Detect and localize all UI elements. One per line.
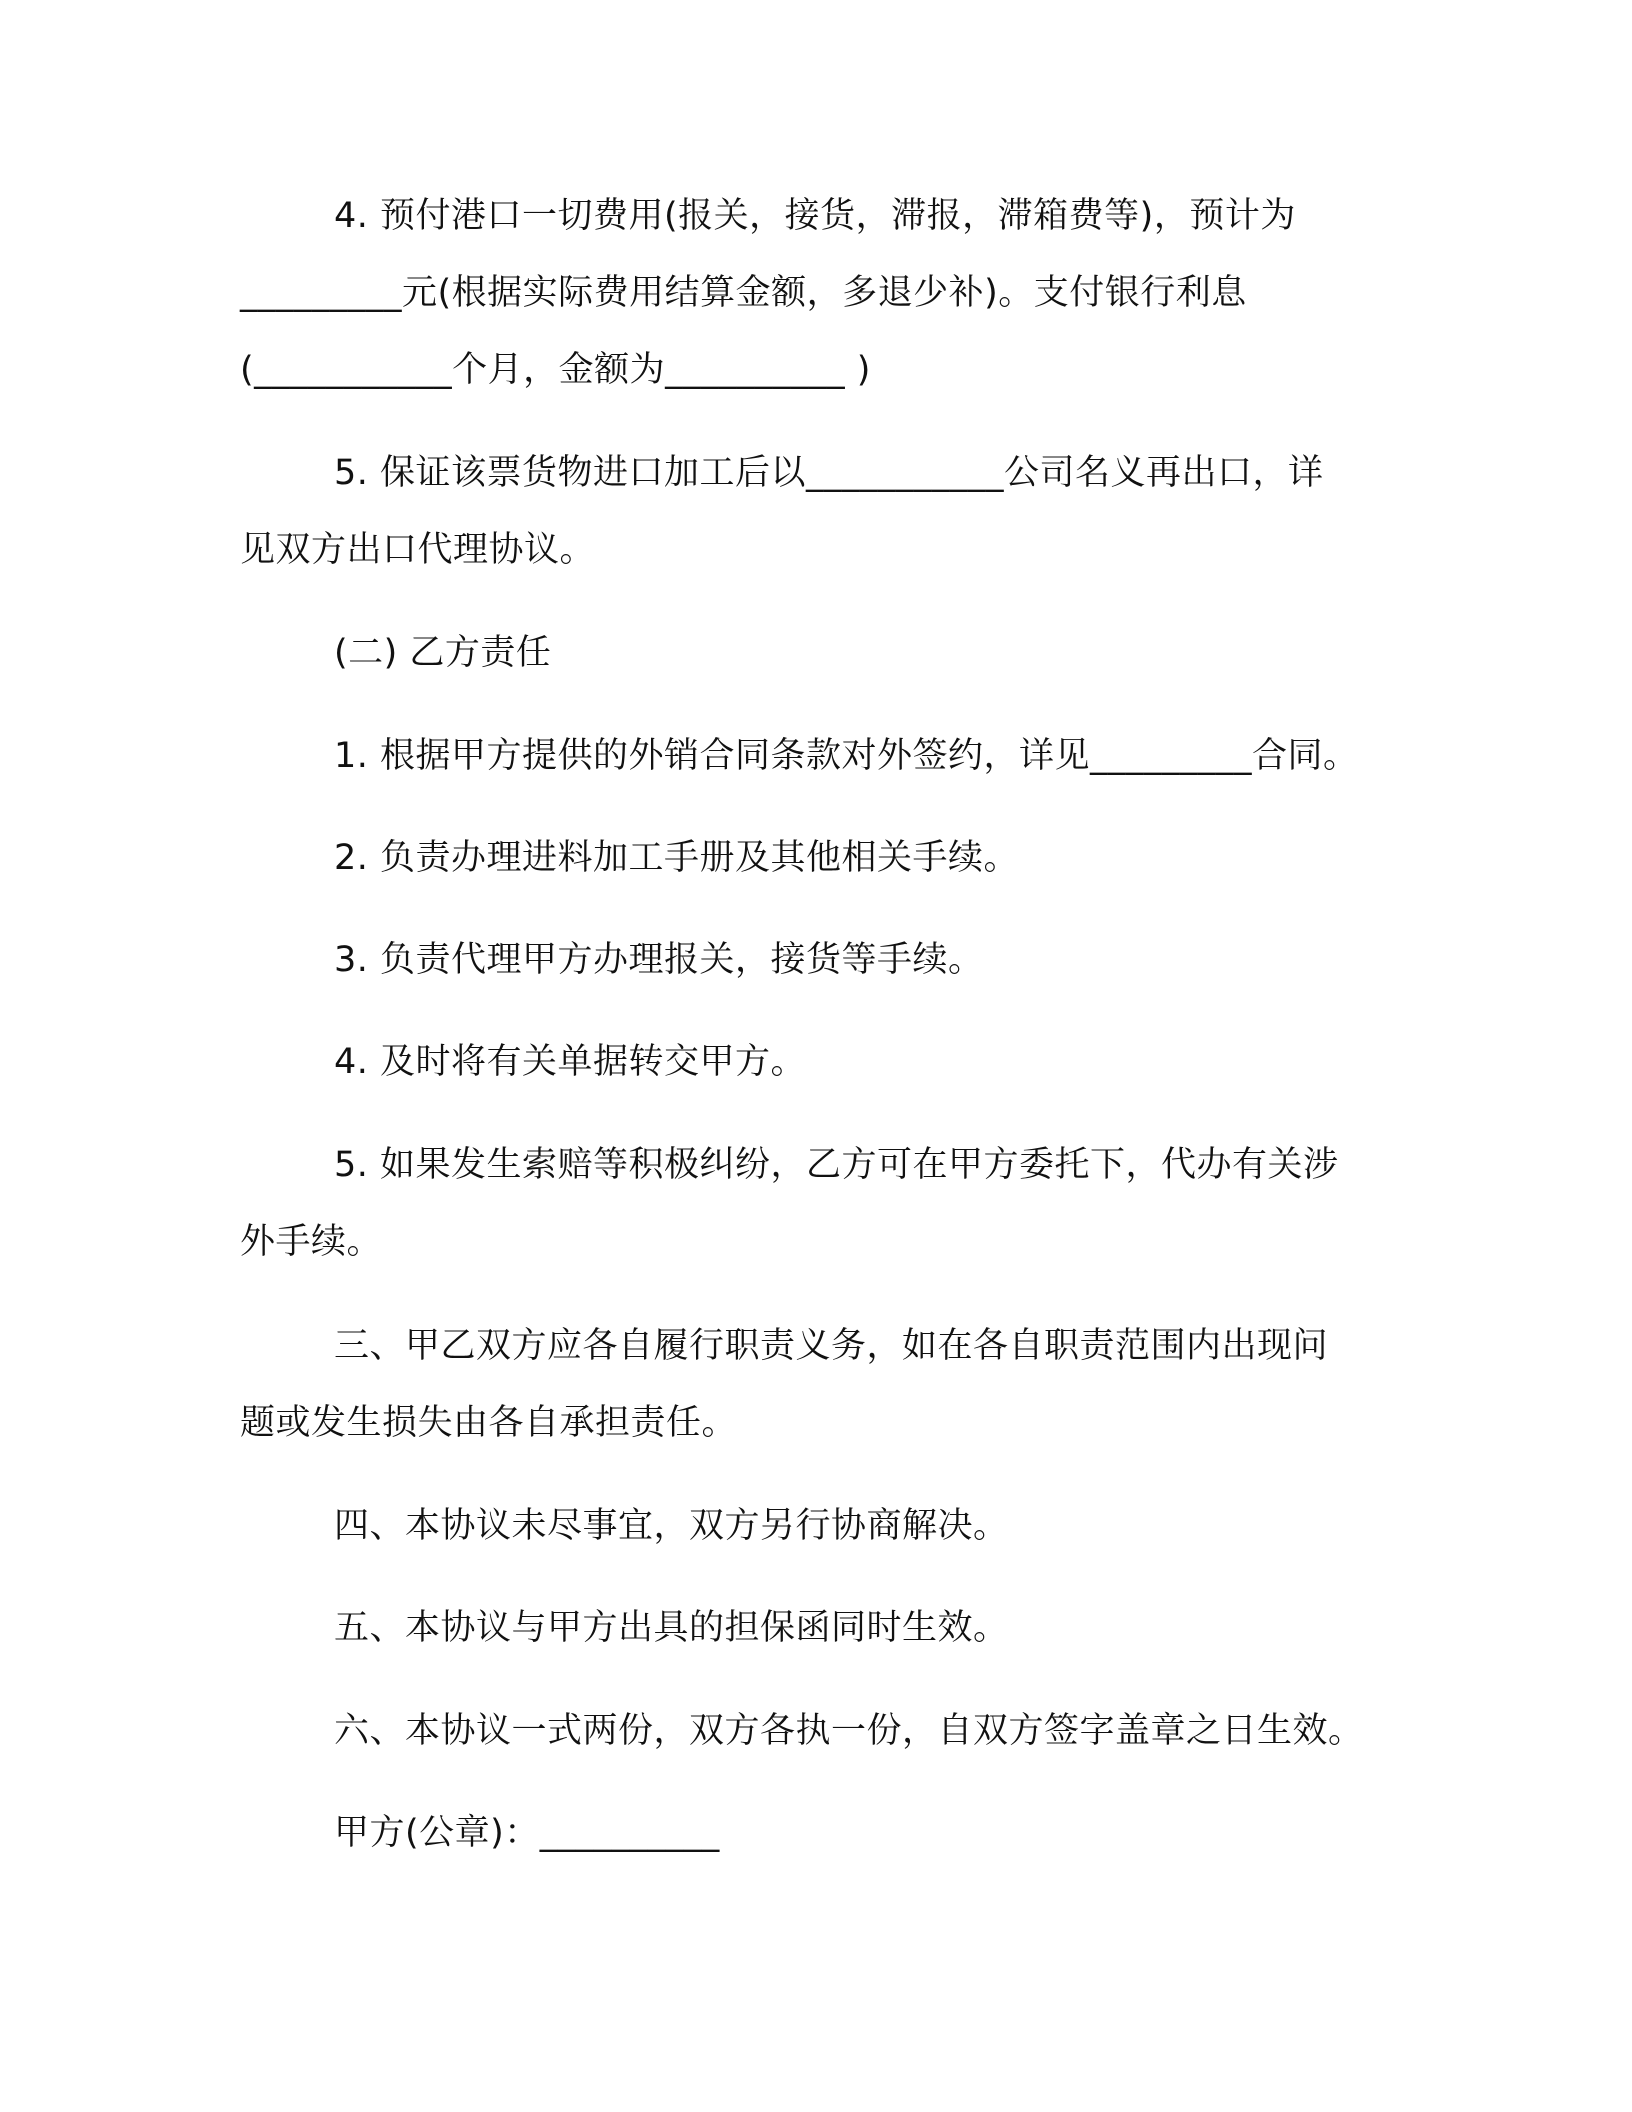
clause-b3-customs-agent (240, 922, 1410, 999)
text-line: (二) 乙方责任 (334, 633, 552, 673)
text-line: 六、本协议一式两份，双方各执一份，自双方签字盖章之日生效。 (334, 1711, 1364, 1751)
article-6-copies (240, 1693, 1410, 1770)
text-line: 5. 如果发生索赔等积极纠纷，乙方可在甲方委托下，代办有关涉 (334, 1145, 1339, 1185)
clause-a4-prepay-port-fees (240, 178, 1410, 409)
clause-b4-transfer-documents (240, 1024, 1410, 1101)
section-heading-party-b (240, 615, 1410, 692)
text-line: 外手续。 (240, 1222, 383, 1262)
text-line: 见双方出口代理协议。 (240, 530, 596, 570)
text-line: 1. 根据甲方提供的外销合同条款对外签约，详见_________合同。 (334, 736, 1359, 776)
text-line: 4. 及时将有关单据转交甲方。 (334, 1042, 807, 1082)
text-line: 2. 负责办理进料加工手册及其他相关手续。 (334, 838, 1020, 878)
text-line: 4. 预付港口一切费用(报关，接货，滞报，滞箱费等)，预计为 (334, 196, 1296, 236)
article-3-responsibilities (240, 1308, 1410, 1462)
article-4-other-matters (240, 1488, 1410, 1565)
text-line: 题或发生损失由各自承担责任。 (240, 1403, 738, 1443)
clause-b5-claims (240, 1127, 1410, 1281)
text-line: _________元(根据实际费用结算金额，多退少补)。支付银行利息 (240, 273, 1247, 313)
text-line: (___________个月，金额为__________ ) (240, 350, 871, 390)
text-line: 3. 负责代理甲方办理报关，接货等手续。 (334, 940, 984, 980)
text-line: 三、甲乙双方应各自履行职责义务，如在各自职责范围内出现问 (334, 1326, 1329, 1366)
text-line: 5. 保证该票货物进口加工后以___________公司名义再出口，详 (334, 453, 1324, 493)
party-a-seal-line (240, 1795, 1410, 1872)
clause-a5-reexport-guarantee (240, 435, 1410, 589)
text-line: 甲方(公章)：__________ (334, 1813, 720, 1853)
text-line: 四、本协议未尽事宜，双方另行协商解决。 (334, 1506, 1009, 1546)
article-5-effectiveness (240, 1590, 1410, 1667)
clause-b2-processing-manual (240, 820, 1410, 897)
clause-b1-sign-contract (240, 718, 1410, 795)
text-line: 五、本协议与甲方出具的担保函同时生效。 (334, 1608, 1009, 1648)
